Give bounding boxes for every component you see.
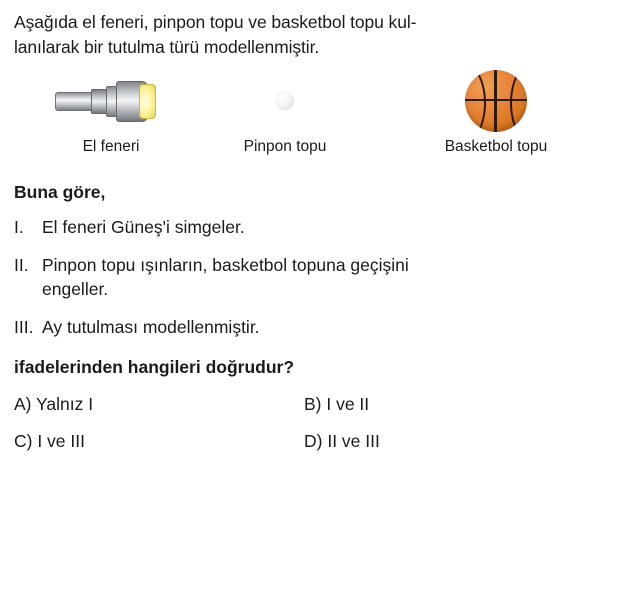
figure-caption-pingpong: Pinpon topu [243, 137, 327, 155]
pingpong-ball-icon [276, 92, 294, 110]
statement-text: El feneri Güneş'i simgeler. [42, 216, 245, 237]
option-b[interactable]: B) I ve II [304, 394, 370, 415]
basketball-curve-right [510, 70, 527, 132]
stem-line-1: Aşağıda el feneri, pinpon topu ve basketbol topu kul- [14, 12, 417, 32]
statement-text: Ay tutulması modellenmiştir. [42, 317, 260, 338]
figure-pingpong [210, 70, 360, 156]
figure-caption-basketball: Basketbol topu [444, 137, 548, 155]
option-row-2 [14, 431, 627, 452]
statement-item [14, 253, 627, 303]
statement-item [14, 315, 627, 340]
statement-list [14, 215, 627, 340]
statement-item [14, 215, 627, 240]
statement-number: II. [14, 254, 29, 275]
option-d[interactable]: D) II ve III [304, 431, 380, 452]
option-c[interactable]: C) I ve III [14, 431, 85, 452]
basketball-art [406, 70, 586, 132]
lead-in-text: Buna göre, [14, 181, 106, 202]
question-stem [14, 10, 627, 60]
statement-text-line-1: Pinpon topu ışınların, basketbol topuna geçişini [42, 254, 409, 275]
basketball-curve-left [465, 70, 486, 132]
figure-caption-flashlight: El feneri [82, 137, 140, 155]
statement-number: III. [14, 317, 34, 338]
option-row-1 [14, 394, 627, 415]
flashlight-art [36, 70, 186, 132]
pingpong-art [210, 70, 360, 132]
figure-row [14, 70, 627, 168]
statement-text [42, 253, 627, 303]
flashlight-icon [55, 81, 167, 121]
figure-flashlight [36, 70, 186, 156]
statement-number: I. [14, 216, 24, 237]
basketball-icon [465, 70, 527, 132]
figure-basketball [406, 70, 586, 156]
statement-text-line-2: engeller. [42, 279, 109, 300]
option-a[interactable]: A) Yalnız I [14, 394, 94, 415]
stem-line-2: lanılarak bir tutulma türü modellenmiştir. [14, 36, 320, 57]
question-prompt: ifadelerinden hangileri doğrudur? [14, 357, 295, 378]
answer-options [14, 394, 627, 452]
flashlight-lens [139, 84, 156, 119]
